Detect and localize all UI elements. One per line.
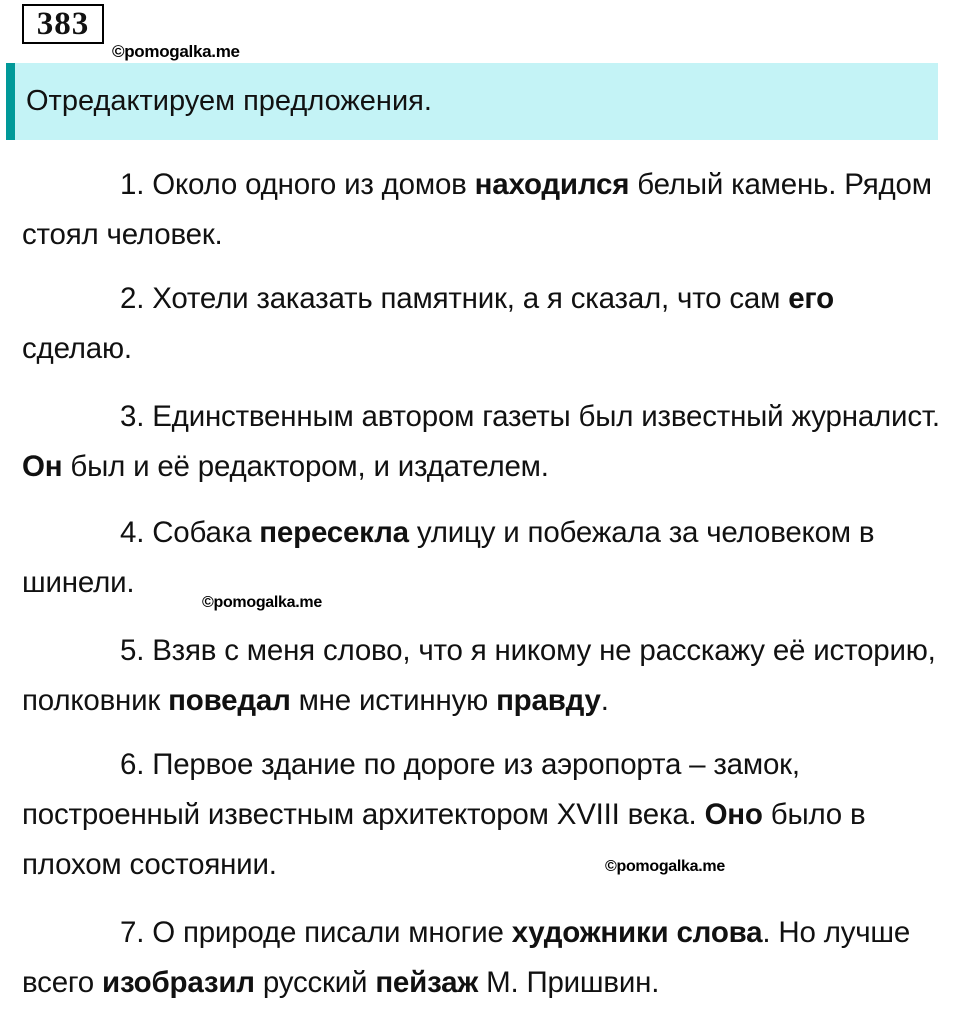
task-banner <box>6 63 938 140</box>
highlighted-word: Он <box>22 450 63 483</box>
sentence-item <box>22 740 947 890</box>
sentence-text: сделаю. <box>22 332 132 365</box>
sentence-text: 6. Первое здание по дороге из аэропорта – замок, построенный известным архитектором XVIII века. <box>22 748 800 831</box>
highlighted-word: Оно <box>704 798 763 831</box>
watermark: ©pomogalka.me <box>112 42 240 61</box>
sentence-text: был и её редактором, и издателем. <box>62 450 549 483</box>
sentence-item <box>22 392 947 492</box>
sentence-text: мне истинную <box>290 684 497 717</box>
watermark: ©pomogalka.me <box>202 594 322 611</box>
sentence-text: 2. Хотели заказать памятник, а я сказал, что сам <box>120 282 789 315</box>
sentence-item <box>22 626 947 726</box>
sentence-text: русский <box>254 966 376 999</box>
sentence-text: было в плохом состоянии. <box>22 798 866 881</box>
highlighted-word: пересекла <box>259 516 409 549</box>
watermark: ©pomogalka.me <box>605 858 725 875</box>
sentence-text: 1. Около одного из домов <box>120 168 475 201</box>
sentence-item <box>22 508 947 608</box>
sentence-text: 3. Единственным автором газеты был известный журналист. <box>120 400 940 433</box>
sentence-item <box>22 160 947 260</box>
highlighted-word: его <box>788 282 834 315</box>
exercise-number: 383 <box>22 4 104 44</box>
sentence-text: улицу и побежала за человеком в шинели. <box>22 516 875 599</box>
task-instruction: Отредактируем предложения. <box>26 85 432 117</box>
sentence-text: . Но лучше всего <box>22 916 911 999</box>
sentence-list <box>22 160 947 1024</box>
highlighted-word: художники слова <box>511 916 763 949</box>
highlighted-word: находился <box>474 168 630 201</box>
sentence-text: М. Пришвин. <box>478 966 660 999</box>
banner-accent-bar <box>6 63 15 140</box>
sentence-text: белый камень. Рядом стоял человек. <box>22 168 932 251</box>
sentence-text: . <box>600 684 609 717</box>
highlighted-word: пейзаж <box>375 966 479 999</box>
sentence-item <box>22 274 947 374</box>
highlighted-word: правду <box>496 684 601 717</box>
sentence-text: 4. Собака <box>120 516 260 549</box>
sentence-text: 5. Взяв с меня слово, что я никому не расскажу её историю, полковник <box>22 634 936 717</box>
highlighted-word: изобразил <box>102 966 255 999</box>
sentence-text: 7. О природе писали многие <box>120 916 512 949</box>
sentence-item <box>22 908 947 1008</box>
highlighted-word: поведал <box>168 684 291 717</box>
